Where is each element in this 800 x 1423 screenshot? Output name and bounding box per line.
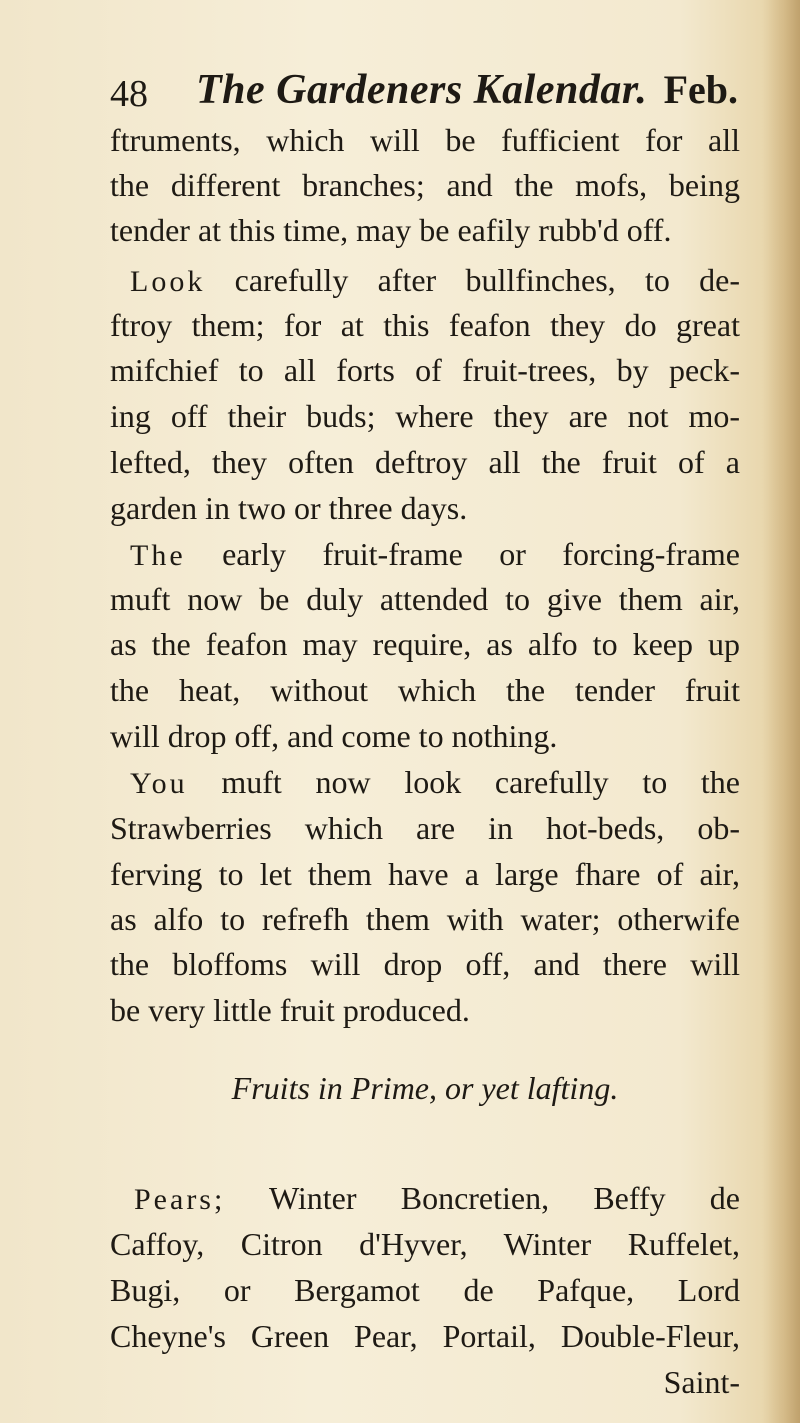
text-line bbox=[110, 440, 740, 484]
text-line bbox=[110, 1268, 740, 1312]
text-line bbox=[110, 118, 740, 162]
text-line bbox=[110, 942, 740, 986]
line-text: ing off their buds; where they are not mo- bbox=[110, 398, 740, 434]
text-line bbox=[110, 303, 740, 347]
page-number: 48 bbox=[110, 73, 148, 115]
line-text: Saint- bbox=[663, 1364, 740, 1400]
line-text: the different branches; and the mofs, being bbox=[110, 167, 740, 203]
line-text: muft now look carefully to the bbox=[187, 764, 740, 800]
line-text: ferving to let them have a large fhare of air, bbox=[110, 856, 740, 892]
month-label: Feb. bbox=[663, 67, 738, 112]
line-text: ftruments, which will be fufficient for all bbox=[110, 122, 740, 158]
text-line bbox=[110, 897, 740, 941]
line-text: lefted, they often deftroy all the fruit of a bbox=[110, 444, 740, 480]
page-edge-shadow bbox=[762, 0, 800, 1423]
line-text: carefully after bullfinches, to de- bbox=[205, 262, 740, 298]
line-text: Bugi, or Bergamot de Pafque, Lord bbox=[110, 1272, 740, 1308]
text-line bbox=[110, 668, 740, 712]
text-line bbox=[110, 163, 740, 207]
line-lead: You bbox=[130, 767, 188, 800]
text-line bbox=[110, 1222, 740, 1266]
text-line bbox=[110, 714, 740, 758]
text-line bbox=[110, 532, 740, 576]
line-text: ftroy them; for at this feafon they do great bbox=[110, 307, 740, 343]
line-text: garden in two or three days. bbox=[110, 490, 468, 526]
line-text: Strawberries which are in hot-beds, ob- bbox=[110, 810, 740, 846]
line-lead: Pears; bbox=[134, 1183, 226, 1216]
text-line bbox=[110, 577, 740, 621]
line-lead: Look bbox=[130, 265, 206, 298]
line-text: tender at this time, may be eafily rubb'd off. bbox=[110, 212, 672, 248]
text-line bbox=[110, 622, 740, 666]
text-line bbox=[110, 1314, 740, 1358]
text-line bbox=[110, 258, 740, 302]
catchword bbox=[110, 1360, 740, 1404]
text-line bbox=[110, 852, 740, 896]
text-line bbox=[110, 486, 740, 530]
text-line bbox=[110, 1176, 740, 1220]
text-line bbox=[110, 760, 740, 804]
line-text: as alfo to refrefh them with water; otherwife bbox=[110, 901, 740, 937]
text-line bbox=[110, 348, 740, 392]
line-text: be very little fruit produced. bbox=[110, 992, 470, 1028]
line-lead: The bbox=[130, 539, 186, 572]
line-text: the bloffoms will drop off, and there will bbox=[110, 946, 740, 982]
line-text: early fruit-frame or forcing-frame bbox=[185, 536, 740, 572]
page-header bbox=[110, 66, 740, 122]
line-text: Fruits in Prime, or yet lafting. bbox=[231, 1070, 619, 1106]
text-line bbox=[110, 806, 740, 850]
line-text: mifchief to all forts of fruit-trees, by peck- bbox=[110, 352, 740, 388]
line-text: as the feafon may require, as alfo to keep up bbox=[110, 626, 740, 662]
line-text: the heat, without which the tender fruit bbox=[110, 672, 740, 708]
text-line bbox=[110, 394, 740, 438]
line-text: Cheyne's Green Pear, Portail, Double-Fleur, bbox=[110, 1318, 740, 1354]
line-text: Winter Boncretien, Beffy de bbox=[225, 1180, 740, 1216]
section-heading bbox=[110, 1066, 740, 1110]
text-line bbox=[110, 208, 740, 252]
line-text: will drop off, and come to nothing. bbox=[110, 718, 558, 754]
text-line bbox=[110, 988, 740, 1032]
line-text: Caffoy, Citron d'Hyver, Winter Ruffelet, bbox=[110, 1226, 740, 1262]
running-title: The Gardeners Kalendar. bbox=[196, 67, 648, 113]
line-text: muft now be duly attended to give them air, bbox=[110, 581, 740, 617]
